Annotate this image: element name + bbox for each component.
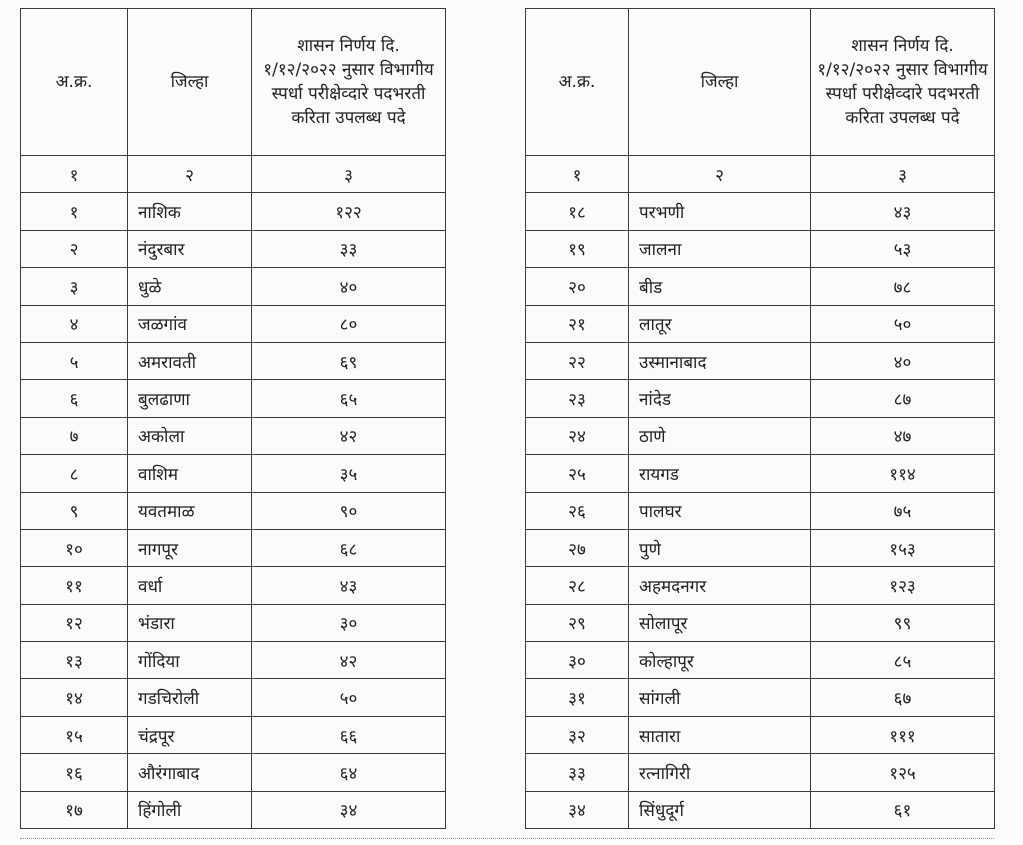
district-cell: उस्मानाबाद xyxy=(629,342,811,379)
table-row xyxy=(21,642,446,679)
posts-cell: ८७ xyxy=(811,380,995,417)
header-row xyxy=(21,9,446,156)
table-row xyxy=(526,642,995,679)
district-cell: अमरावती xyxy=(128,342,252,379)
serial-cell: २७ xyxy=(526,529,629,566)
posts-cell: १२५ xyxy=(811,754,995,791)
column-number: ३ xyxy=(252,156,446,193)
table-row xyxy=(526,754,995,791)
serial-cell: ५ xyxy=(21,342,128,379)
posts-cell: ६९ xyxy=(252,342,446,379)
header-district: जिल्हा xyxy=(128,9,252,156)
table-row xyxy=(21,417,446,454)
district-cell: बुलढाणा xyxy=(128,380,252,417)
table-row xyxy=(526,492,995,529)
table-row xyxy=(21,193,446,230)
posts-cell: १२२ xyxy=(252,193,446,230)
posts-cell: ३३ xyxy=(252,230,446,267)
district-cell: बीड xyxy=(629,268,811,305)
posts-cell: १५३ xyxy=(811,529,995,566)
district-cell: यवतमाळ xyxy=(128,492,252,529)
district-cell: भंडारा xyxy=(128,604,252,641)
posts-cell: ११४ xyxy=(811,455,995,492)
header-posts: शासन निर्णय दि. १/१२/२०२२ नुसार विभागीय स्पर्धा परीक्षेव्दारे पदभरती करिता उपलब्ध पदे xyxy=(252,9,446,156)
district-cell: सातारा xyxy=(629,716,811,753)
posts-cell: ४७ xyxy=(811,417,995,454)
posts-cell: ५० xyxy=(252,679,446,716)
serial-cell: १३ xyxy=(21,642,128,679)
header-serial: अ.क्र. xyxy=(21,9,128,156)
serial-cell: १६ xyxy=(21,754,128,791)
header-posts: शासन निर्णय दि. १/१२/२०२२ नुसार विभागीय स्पर्धा परीक्षेव्दारे पदभरती करिता उपलब्ध पदे xyxy=(811,9,995,156)
district-table-left xyxy=(20,8,446,829)
table-row xyxy=(21,679,446,716)
posts-cell: ९९ xyxy=(811,604,995,641)
table-row xyxy=(21,268,446,305)
table-row xyxy=(526,567,995,604)
district-cell: सांगली xyxy=(629,679,811,716)
posts-cell: ६४ xyxy=(252,754,446,791)
posts-cell: १२३ xyxy=(811,567,995,604)
serial-cell: १० xyxy=(21,529,128,566)
table-row xyxy=(526,604,995,641)
serial-cell: २६ xyxy=(526,492,629,529)
posts-cell: ४२ xyxy=(252,642,446,679)
district-cell: अहमदनगर xyxy=(629,567,811,604)
serial-cell: १ xyxy=(21,193,128,230)
district-cell: अकोला xyxy=(128,417,252,454)
posts-cell: ३४ xyxy=(252,791,446,828)
district-cell: धुळे xyxy=(128,268,252,305)
posts-cell: ३० xyxy=(252,604,446,641)
table-row xyxy=(21,230,446,267)
district-cell: रायगड xyxy=(629,455,811,492)
posts-cell: ७८ xyxy=(811,268,995,305)
serial-cell: २ xyxy=(21,230,128,267)
table-row xyxy=(526,417,995,454)
posts-cell: ६८ xyxy=(252,529,446,566)
table-row xyxy=(526,268,995,305)
table-row xyxy=(21,791,446,828)
serial-cell: २० xyxy=(526,268,629,305)
district-cell: जालना xyxy=(629,230,811,267)
serial-cell: १२ xyxy=(21,604,128,641)
serial-cell: ३२ xyxy=(526,716,629,753)
posts-cell: ६७ xyxy=(811,679,995,716)
table-row xyxy=(526,455,995,492)
serial-cell: १८ xyxy=(526,193,629,230)
serial-cell: २५ xyxy=(526,455,629,492)
column-number-row xyxy=(526,156,995,193)
posts-cell: ४० xyxy=(252,268,446,305)
column-number: २ xyxy=(128,156,252,193)
district-cell: सोलापूर xyxy=(629,604,811,641)
serial-cell: १५ xyxy=(21,716,128,753)
serial-cell: २३ xyxy=(526,380,629,417)
serial-cell: ११ xyxy=(21,567,128,604)
district-cell: रत्नागिरी xyxy=(629,754,811,791)
district-cell: गडचिरोली xyxy=(128,679,252,716)
table-row xyxy=(526,342,995,379)
table-row xyxy=(526,529,995,566)
table-row xyxy=(21,716,446,753)
posts-cell: ४३ xyxy=(252,567,446,604)
table-row xyxy=(21,455,446,492)
table-row xyxy=(21,529,446,566)
district-cell: वाशिम xyxy=(128,455,252,492)
district-cell: हिंगोली xyxy=(128,791,252,828)
district-cell: नंदुरबार xyxy=(128,230,252,267)
district-cell: पुणे xyxy=(629,529,811,566)
table-row xyxy=(526,193,995,230)
posts-cell: ६६ xyxy=(252,716,446,753)
table-row xyxy=(21,380,446,417)
posts-cell: ४२ xyxy=(252,417,446,454)
table-row xyxy=(21,567,446,604)
posts-cell: ८० xyxy=(252,305,446,342)
district-cell: नागपूर xyxy=(128,529,252,566)
table-row xyxy=(526,716,995,753)
table-row xyxy=(526,380,995,417)
district-cell: औरंगाबाद xyxy=(128,754,252,791)
district-cell: नाशिक xyxy=(128,193,252,230)
posts-cell: ६५ xyxy=(252,380,446,417)
district-cell: ठाणे xyxy=(629,417,811,454)
district-cell: पालघर xyxy=(629,492,811,529)
serial-cell: २१ xyxy=(526,305,629,342)
table-row xyxy=(526,230,995,267)
header-district: जिल्हा xyxy=(629,9,811,156)
serial-cell: २४ xyxy=(526,417,629,454)
district-table-right xyxy=(525,8,995,829)
bottom-rule xyxy=(20,838,994,839)
serial-cell: २८ xyxy=(526,567,629,604)
district-cell: वर्धा xyxy=(128,567,252,604)
serial-cell: ३१ xyxy=(526,679,629,716)
posts-cell: ८५ xyxy=(811,642,995,679)
posts-cell: ५० xyxy=(811,305,995,342)
serial-cell: ३४ xyxy=(526,791,629,828)
serial-cell: ४ xyxy=(21,305,128,342)
posts-cell: ३५ xyxy=(252,455,446,492)
serial-cell: ३० xyxy=(526,642,629,679)
district-cell: जळगांव xyxy=(128,305,252,342)
column-number-row xyxy=(21,156,446,193)
table-row xyxy=(21,604,446,641)
column-number: ३ xyxy=(811,156,995,193)
serial-cell: १७ xyxy=(21,791,128,828)
posts-cell: ५३ xyxy=(811,230,995,267)
serial-cell: ७ xyxy=(21,417,128,454)
posts-cell: ६१ xyxy=(811,791,995,828)
header-row xyxy=(526,9,995,156)
posts-cell: १११ xyxy=(811,716,995,753)
district-cell: गोंदिया xyxy=(128,642,252,679)
table-row xyxy=(21,342,446,379)
district-cell: नांदेड xyxy=(629,380,811,417)
table-row xyxy=(526,679,995,716)
serial-cell: ८ xyxy=(21,455,128,492)
serial-cell: ३ xyxy=(21,268,128,305)
district-cell: लातूर xyxy=(629,305,811,342)
column-number: २ xyxy=(629,156,811,193)
district-cell: कोल्हापूर xyxy=(629,642,811,679)
table-row xyxy=(21,305,446,342)
serial-cell: २९ xyxy=(526,604,629,641)
serial-cell: ६ xyxy=(21,380,128,417)
district-cell: परभणी xyxy=(629,193,811,230)
header-serial: अ.क्र. xyxy=(526,9,629,156)
column-number: १ xyxy=(21,156,128,193)
table-row xyxy=(526,305,995,342)
posts-cell: ४० xyxy=(811,342,995,379)
posts-cell: ४३ xyxy=(811,193,995,230)
column-number: १ xyxy=(526,156,629,193)
serial-cell: २२ xyxy=(526,342,629,379)
district-cell: चंद्रपूर xyxy=(128,716,252,753)
serial-cell: ९ xyxy=(21,492,128,529)
posts-cell: ७५ xyxy=(811,492,995,529)
serial-cell: ३३ xyxy=(526,754,629,791)
serial-cell: १९ xyxy=(526,230,629,267)
district-cell: सिंधुदूर्ग xyxy=(629,791,811,828)
table-row xyxy=(526,791,995,828)
posts-cell: ९० xyxy=(252,492,446,529)
serial-cell: १४ xyxy=(21,679,128,716)
table-row xyxy=(21,492,446,529)
table-row xyxy=(21,754,446,791)
